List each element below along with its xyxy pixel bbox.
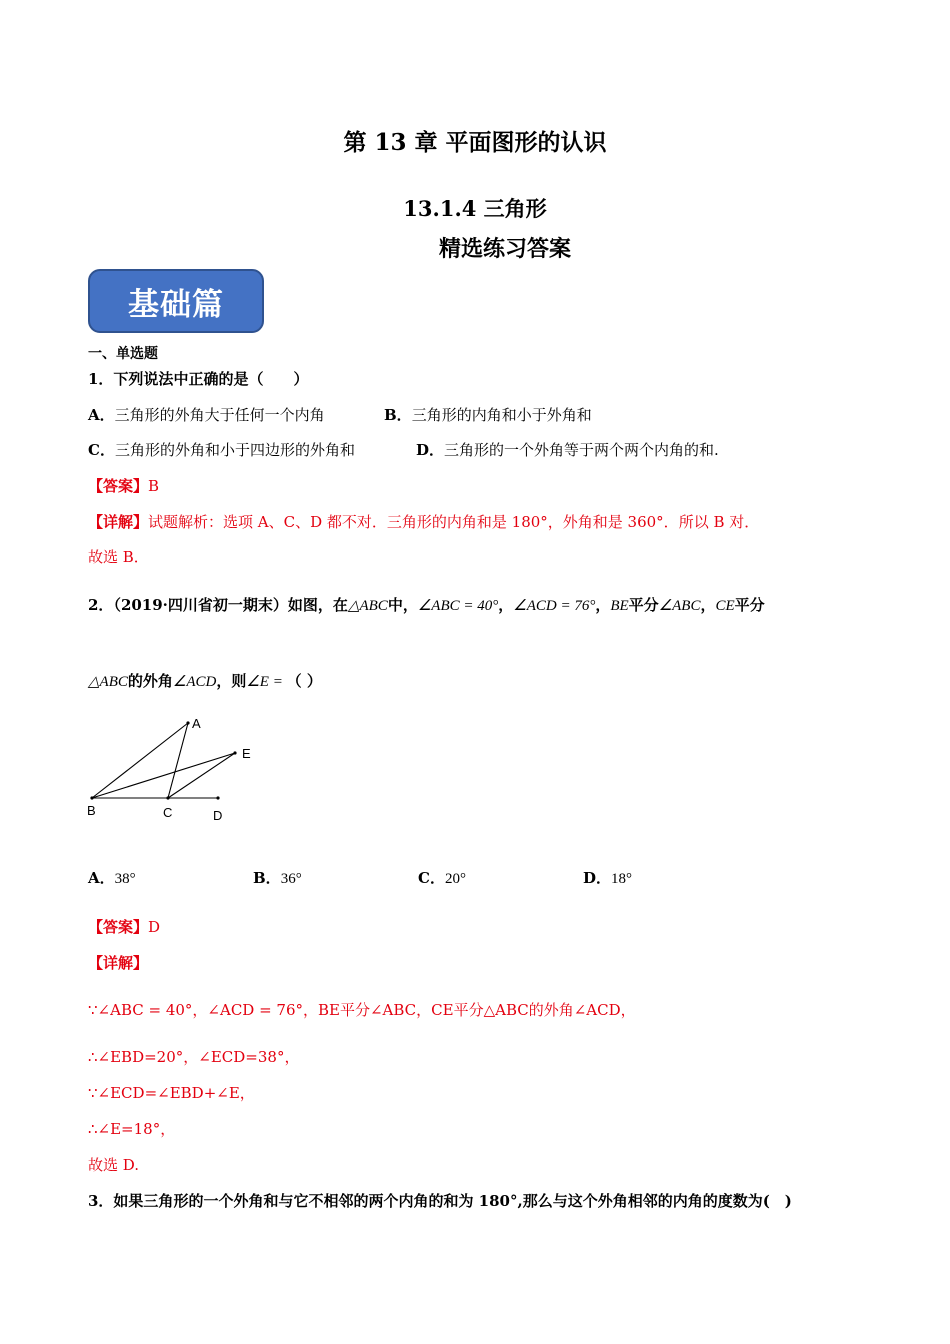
- q2-option-c-label: C．: [418, 869, 445, 887]
- q1-stem: 1．下列说法中正确的是（ ）: [88, 370, 309, 388]
- q2-line2-text: 的外角: [127, 672, 173, 690]
- point-d: [216, 796, 219, 799]
- q2-step-3: ∵∠ECD=∠EBD+∠E，: [88, 1084, 255, 1102]
- level-badge: [88, 269, 264, 333]
- q2-option-a-label: A．: [88, 869, 115, 887]
- q2-condition-2: ∠ACD = 76°: [513, 598, 596, 614]
- q2-bisect-2: 平分: [734, 596, 765, 614]
- label-c: C: [163, 805, 173, 820]
- section-title: 13.1.4 三角形: [403, 196, 547, 221]
- triangle-figure: [86, 712, 276, 830]
- q2-number: 2．: [88, 596, 114, 614]
- q2-sep-2: ，: [595, 596, 611, 614]
- q1-explanation: [88, 511, 759, 532]
- q1-explain-text: 试题解析：选项 A、C、D 都不对．三角形的内角和是 180°，外角和是 360°．所以 B 对．: [148, 513, 760, 531]
- q2-sep-3: ，: [700, 596, 716, 614]
- subtitle: 精选练习答案: [438, 236, 571, 262]
- q2-sep-1: ，: [498, 596, 514, 614]
- q2-option-c: [418, 867, 466, 888]
- q2-condition-1: ∠ABC = 40°: [417, 598, 499, 614]
- q2-line2-triangle: △ABC: [88, 674, 128, 690]
- q2-option-b-value: 36°: [280, 871, 302, 887]
- q2-conclusion: 故选 D.: [88, 1156, 140, 1174]
- q1-option-d: [416, 439, 719, 460]
- q2-stem-line1: [88, 594, 765, 615]
- line-ba: [92, 723, 188, 798]
- point-c: [166, 796, 169, 799]
- q2-explain-tag: 【详解】: [88, 954, 149, 972]
- q1-option-a-label: A．: [88, 406, 115, 424]
- q2-option-a-value: 38°: [114, 871, 136, 887]
- q2-stem-a: 如图，在: [287, 596, 348, 614]
- q2-source: （2019·四川省初一期末）: [113, 596, 288, 614]
- q1-answer-value: B: [148, 477, 160, 495]
- line-be: [92, 753, 235, 798]
- point-b: [90, 796, 93, 799]
- q2-answer-value: D: [148, 918, 161, 936]
- q2-answer: [88, 916, 160, 937]
- label-b: B: [87, 803, 96, 818]
- chapter-title: 第 13 章 平面图形的认识: [343, 129, 607, 156]
- q2-answer-tag: 【答案】: [88, 918, 149, 936]
- q1-option-d-text: 三角形的一个外角等于两个两个内角的和.: [444, 441, 719, 459]
- q1-option-c-text: 三角形的外角和小于四边形的外角和: [114, 441, 355, 459]
- q1-explain-tag: 【详解】: [88, 513, 149, 531]
- section-heading: 一、单选题: [88, 346, 158, 362]
- q2-line2-then: ，则: [216, 672, 247, 690]
- q2-option-d-value: 18°: [611, 871, 633, 887]
- q1-option-c-label: C．: [88, 441, 115, 459]
- q2-be: BE: [610, 598, 629, 614]
- point-e: [233, 751, 236, 754]
- q2-option-d-label: D．: [583, 869, 612, 887]
- q2-step-2: ∴∠EBD=20°，∠ECD=38°，: [88, 1048, 300, 1066]
- label-d: D: [213, 808, 223, 823]
- q2-option-b-label: B．: [253, 869, 281, 887]
- q2-stem-line2: [88, 670, 322, 691]
- q2-option-d: [583, 867, 632, 888]
- q1-answer: [88, 475, 159, 496]
- point-a: [186, 721, 189, 724]
- q1-option-b-label: B．: [384, 406, 412, 424]
- q1-option-b-text: 三角形的内角和小于外角和: [411, 406, 592, 424]
- q2-option-a: [88, 867, 136, 888]
- q2-line2-e: ∠E =: [246, 674, 287, 690]
- q1-option-a: [88, 404, 325, 425]
- q1-option-a-text: 三角形的外角大于任何一个内角: [114, 406, 325, 424]
- q2-option-b: [253, 867, 302, 888]
- q2-line2-paren: （ ）: [286, 672, 322, 690]
- q3-stem: 3．如果三角形的一个外角和与它不相邻的两个内角的和为 180°,那么与这个外角相邻的内角的度数为( ): [88, 1192, 792, 1210]
- q2-step-4: ∴∠E=18°，: [88, 1120, 176, 1138]
- q1-option-b: [384, 404, 592, 425]
- label-e: E: [242, 746, 251, 761]
- q2-step-1: ∵∠ABC = 40°，∠ACD = 76°，BE平分∠ABC，CE平分△ABC的外角∠ACD，: [88, 1001, 636, 1019]
- q2-line2-angle: ∠ACD: [172, 674, 217, 690]
- level-badge-label: 基础篇: [128, 286, 224, 323]
- q2-bisect-1: 平分: [628, 596, 659, 614]
- q2-ce: CE: [715, 598, 735, 614]
- q1-conclusion: 故选 B．: [88, 548, 149, 566]
- q1-option-d-label: D．: [416, 441, 445, 459]
- q1-option-c: [88, 439, 355, 460]
- q1-answer-tag: 【答案】: [88, 477, 149, 495]
- q2-triangle: △ABC: [347, 598, 388, 614]
- q2-angle-abc: ∠ABC: [658, 598, 701, 614]
- q2-option-c-value: 20°: [444, 871, 466, 887]
- label-a: A: [192, 716, 201, 731]
- q2-stem-b: 中，: [387, 596, 418, 614]
